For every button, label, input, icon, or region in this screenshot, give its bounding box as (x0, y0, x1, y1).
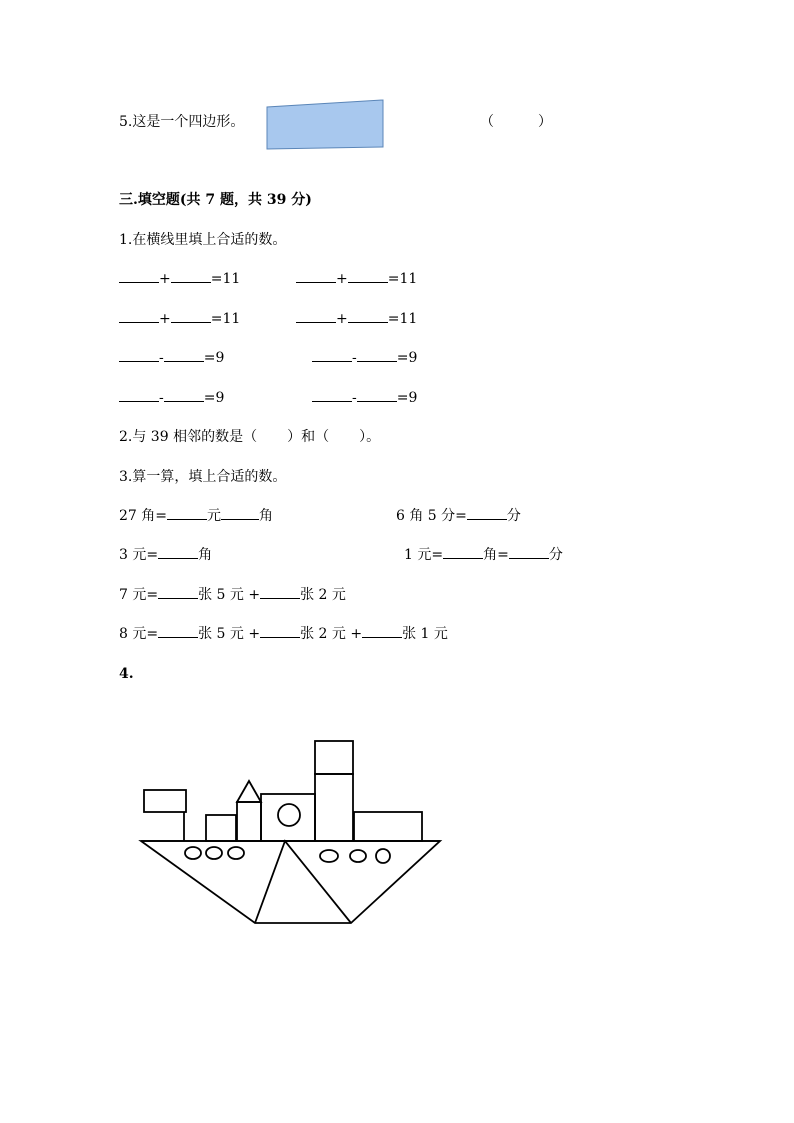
blank-input[interactable] (119, 389, 159, 402)
p3-row2-right: 1 元= 角= 分 (404, 547, 563, 563)
p1-eq-row2-left: + =11 (119, 309, 240, 329)
blank-input[interactable] (119, 349, 159, 362)
blank-input[interactable] (164, 389, 204, 402)
blank-input[interactable] (167, 507, 207, 520)
p3-row2-left: 3 元= 角 (119, 547, 213, 563)
p1-eq-row4-left: - =9 (119, 388, 224, 408)
blank-input[interactable] (119, 310, 159, 323)
blank-input[interactable] (171, 310, 211, 323)
porthole-oval (206, 847, 222, 859)
p1-eq-row1-right: + =11 (296, 269, 417, 289)
chimney-top (315, 741, 353, 774)
blank-input[interactable] (357, 349, 397, 362)
flag-rect (144, 790, 186, 812)
p3-row1-right: 6 角 5 分= 分 (396, 508, 521, 524)
porthole-square (261, 794, 315, 841)
blank-input[interactable] (443, 546, 483, 559)
p3-row4: 8 元= 张 5 元 + 张 2 元 + 张 1 元 (119, 626, 448, 642)
blank-input[interactable] (260, 586, 300, 599)
p1-label: 1.在横线里填上合适的数。 (119, 232, 287, 248)
blank-input[interactable] (221, 507, 259, 520)
blank-input[interactable] (296, 270, 336, 283)
quadrilateral-shape (267, 100, 383, 149)
p1-eq-row3-right: - =9 (312, 348, 417, 368)
ship-drawing (130, 735, 450, 935)
blank-input[interactable] (348, 270, 388, 283)
blank-input[interactable] (164, 349, 204, 362)
blank-input[interactable] (260, 625, 300, 638)
p2-line: 2.与 39 相邻的数是（ ）和（ ）。 (119, 429, 381, 445)
cabin-rect (354, 812, 422, 841)
blank-input[interactable] (509, 546, 549, 559)
porthole-oval (320, 850, 338, 862)
porthole-oval (228, 847, 244, 859)
chimney-bottom (315, 774, 353, 841)
q5-answer-parens[interactable] (480, 112, 552, 132)
q5-label: 5.这是一个四边形。 (119, 114, 245, 130)
blank-input[interactable] (362, 625, 402, 638)
blank-input[interactable] (158, 625, 198, 638)
blank-input[interactable] (158, 586, 198, 599)
p4-label: 4. (119, 666, 134, 682)
tower-body (237, 802, 261, 841)
porthole-oval (185, 847, 201, 859)
blank-input[interactable] (312, 349, 352, 362)
blank-input[interactable] (357, 389, 397, 402)
porthole-oval (376, 849, 390, 863)
paren-open: （ (480, 114, 494, 130)
porthole-circle (278, 804, 300, 826)
p3-row3: 7 元= 张 5 元 + 张 2 元 (119, 587, 346, 603)
p1-eq-row2-right: + =11 (296, 309, 417, 329)
quadrilateral-figure (264, 97, 388, 151)
p1-eq-row1-left: + =11 (119, 269, 240, 289)
p3-row1-left: 27 角= 元 角 (119, 508, 273, 524)
blank-input[interactable] (348, 310, 388, 323)
blank-input[interactable] (119, 270, 159, 283)
p3-label: 3.算一算，填上合适的数。 (119, 469, 287, 485)
blank-input[interactable] (467, 507, 507, 520)
paren-close: ） (538, 114, 552, 130)
p1-eq-row3-left: - =9 (119, 348, 224, 368)
blank-input[interactable] (171, 270, 211, 283)
porthole-oval (350, 850, 366, 862)
small-box (206, 815, 236, 841)
blank-input[interactable] (296, 310, 336, 323)
blank-input[interactable] (158, 546, 198, 559)
blank-input[interactable] (312, 389, 352, 402)
tower-roof-triangle (237, 781, 261, 802)
p1-eq-row4-right: - =9 (312, 388, 417, 408)
section-title: 三.填空题(共 7 题，共 39 分) (119, 192, 312, 208)
